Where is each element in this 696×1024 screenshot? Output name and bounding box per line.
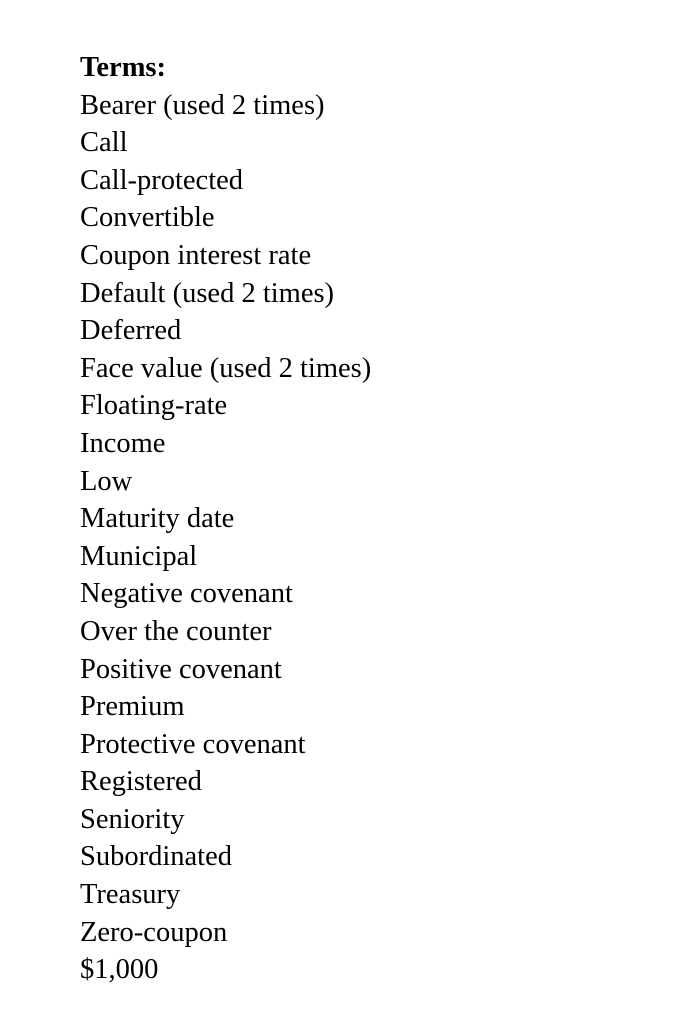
term-item: Premium: [80, 691, 185, 723]
terms-heading: Terms:: [80, 52, 167, 83]
term-item: $1,000: [80, 954, 159, 986]
terms-list: [80, 87, 371, 989]
term-item: Seniority: [80, 803, 185, 835]
term-item: Convertible: [80, 202, 215, 234]
term-item: Bearer (used 2 times): [80, 89, 325, 121]
term-item: Over the counter: [80, 615, 272, 647]
term-item: Subordinated: [80, 841, 232, 873]
term-item: Call: [80, 127, 128, 159]
term-item: Negative covenant: [80, 578, 293, 610]
term-item: Floating-rate: [80, 390, 228, 422]
term-item: Protective covenant: [80, 728, 306, 760]
term-item: Maturity date: [80, 503, 235, 535]
term-item: Deferred: [80, 315, 182, 347]
term-item: Registered: [80, 766, 202, 798]
document-page: [80, 49, 371, 989]
term-item: Call-protected: [80, 164, 244, 196]
term-item: Positive covenant: [80, 653, 282, 685]
term-item: Low: [80, 465, 133, 497]
term-item: Coupon interest rate: [80, 239, 312, 271]
term-item: Income: [80, 427, 166, 459]
term-item: Zero-coupon: [80, 916, 228, 948]
term-item: Municipal: [80, 540, 198, 572]
term-item: Face value (used 2 times): [80, 352, 372, 384]
term-item: Treasury: [80, 879, 181, 911]
term-item: Default (used 2 times): [80, 277, 335, 309]
